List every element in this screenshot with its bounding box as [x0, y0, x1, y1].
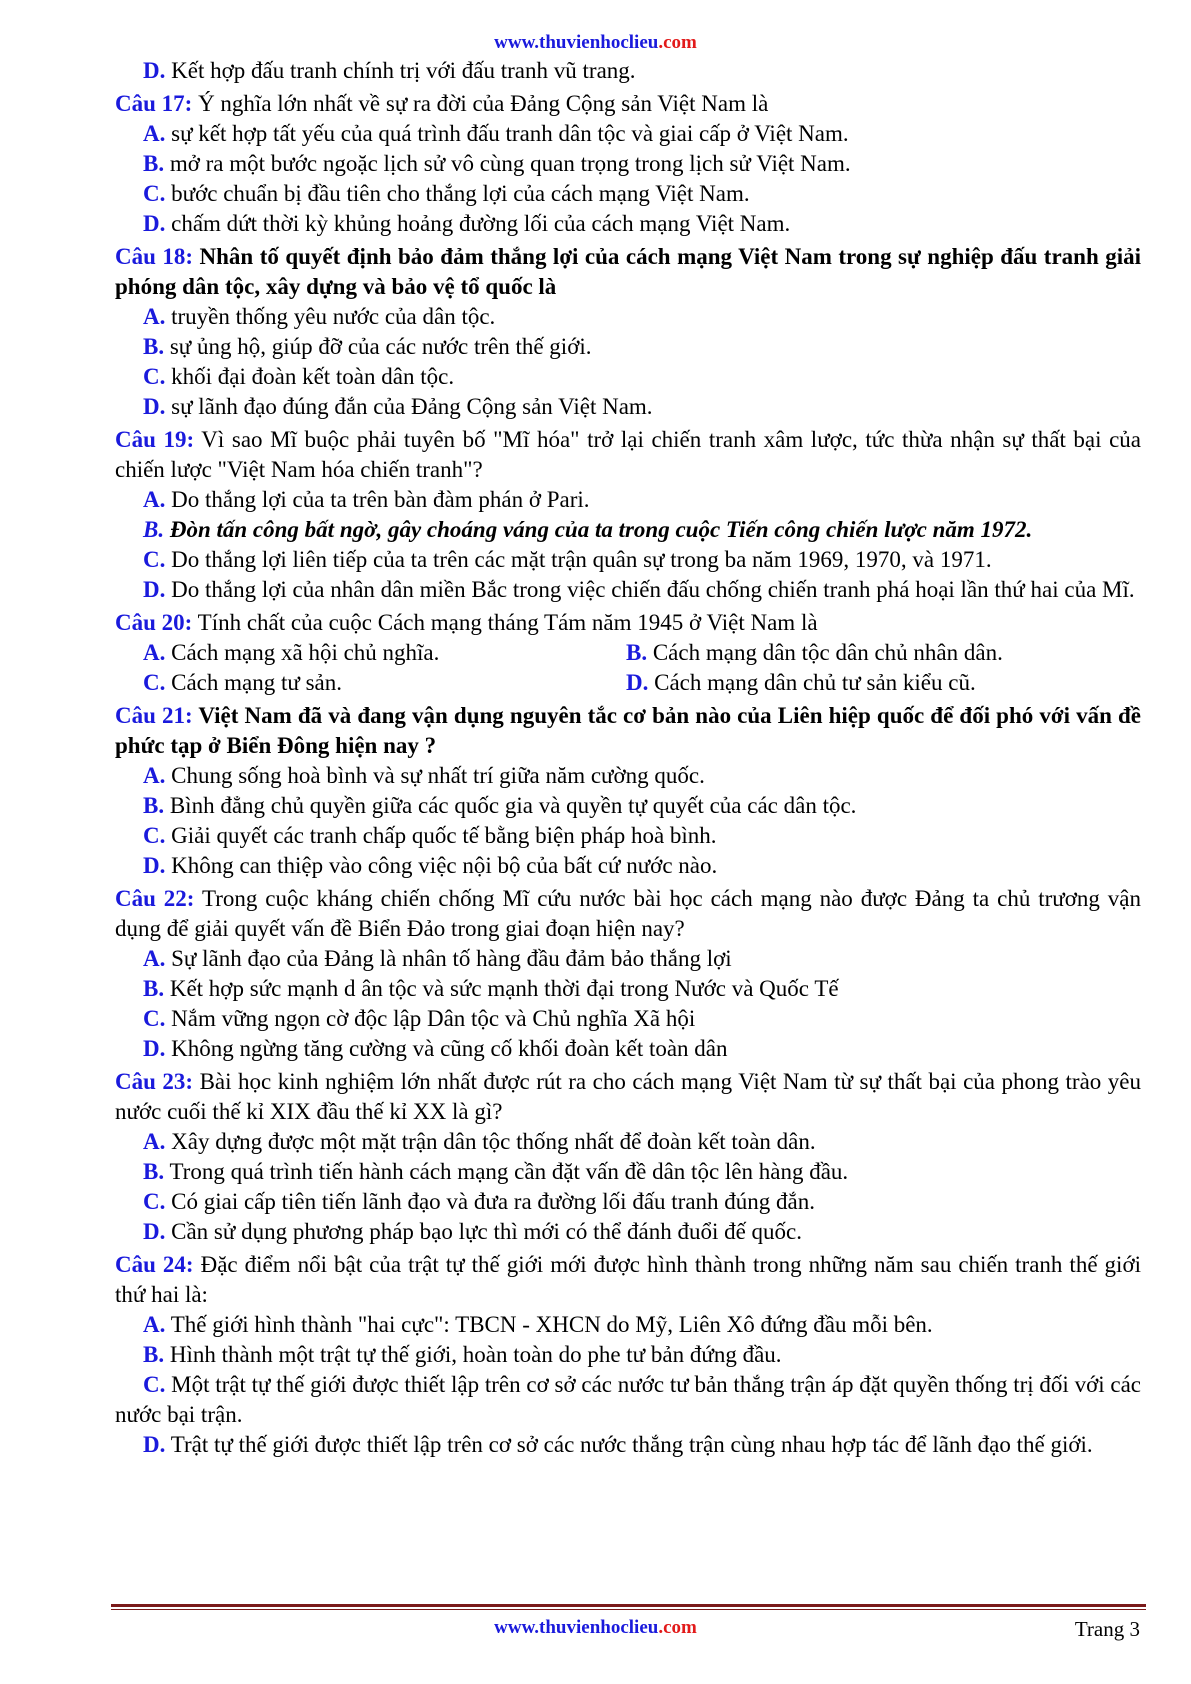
- question-24-option-c: [115, 1370, 1141, 1430]
- question-23-option-b: [115, 1157, 1141, 1187]
- page-number: Trang 3: [1074, 1617, 1140, 1641]
- option-text: Một trật tự thế giới được thiết lập trên cơ sở các nước tư bản thắng trận áp đặt quyền thống trị đối với các nước bại trận.: [115, 1372, 1142, 1427]
- question-18: [115, 242, 1141, 302]
- option-text: Do thắng lợi của ta trên bàn đàm phán ở Pari.: [171, 487, 590, 512]
- option-text: Cách mạng dân chủ tư sản kiểu cũ.: [654, 670, 976, 695]
- option-text: Hình thành một trật tự thế giới, hoàn toàn do phe tư bản đứng đầu.: [169, 1342, 782, 1367]
- option-text: Không can thiệp vào công việc nội bộ của bất cứ nước nào.: [171, 853, 718, 878]
- question-17: [115, 89, 1141, 119]
- option-text: Có giai cấp tiên tiến lãnh đạo và đưa ra đường lối đấu tranh đúng đắn.: [171, 1189, 815, 1214]
- question-list: [115, 56, 1141, 1460]
- question-label: Câu 18:: [115, 244, 194, 269]
- option-label: A.: [143, 1129, 166, 1154]
- question-18-option-a: [115, 302, 1141, 332]
- option-text: chấm dứt thời kỳ khủng hoảng đường lối của cách mạng Việt Nam.: [171, 211, 791, 236]
- question-text: Tính chất của cuộc Cách mạng tháng Tám năm 1945 ở Việt Nam là: [197, 610, 818, 635]
- question-21-option-c: [115, 821, 1141, 851]
- option-label: B.: [143, 151, 165, 176]
- option-label: A.: [143, 304, 166, 329]
- question-24-option-d: [115, 1430, 1141, 1460]
- option-label: A.: [143, 1312, 166, 1337]
- question-text: Trong cuộc kháng chiến chống Mĩ cứu nước bài học cách mạng nào được Đảng ta chủ trương vận dụng để giải quyết vấn đề Biển Đảo trong giai đoạn hiện nay?: [115, 886, 1142, 941]
- option-text: sự kết hợp tất yếu của quá trình đấu tranh dân tộc và giai cấp ở Việt Nam.: [171, 121, 849, 146]
- option-label: C.: [143, 1006, 166, 1031]
- question-text: Vì sao Mĩ buộc phải tuyên bố "Mĩ hóa" trở lại chiến tranh xâm lược, tức thừa nhận sự thất bại của chiến lược "Việt Nam hóa chiến tranh"?: [115, 427, 1141, 482]
- option-text: truyền thống yêu nước của dân tộc.: [171, 304, 496, 329]
- option-label: B.: [143, 1342, 165, 1367]
- option-text: Sự lãnh đạo của Đảng là nhân tố hàng đầu đảm bảo thắng lợi: [171, 946, 732, 971]
- question-19-option-a: [115, 485, 1141, 515]
- footer-site-link[interactable]: [0, 1617, 1191, 1639]
- option-text: Cần sử dụng phương pháp bạo lực thì mới có thể đánh đuổi đế quốc.: [171, 1219, 802, 1244]
- question-label: Câu 24:: [115, 1252, 194, 1277]
- question-20-option-d: [626, 668, 1109, 698]
- question-text: Bài học kinh nghiệm lớn nhất được rút ra cho cách mạng Việt Nam từ sự thất bại của phong trào yêu nước cuối thế kỉ XIX đầu thế kỉ XX là gì?: [115, 1069, 1141, 1124]
- question-24-option-b: [115, 1340, 1141, 1370]
- option-text: Kết hợp sức mạnh d ân tộc và sức mạnh thời đại trong Nước và Quốc Tế: [169, 976, 839, 1001]
- option-label: D.: [143, 394, 166, 419]
- option-label: D.: [143, 1036, 166, 1061]
- question-20-options-row-2: [115, 668, 1141, 698]
- question-22-option-b: [115, 974, 1141, 1004]
- option-text: Do thắng lợi của nhân dân miền Bắc trong việc chiến đấu chống chiến tranh phá hoại lần thứ hai của Mĩ.: [171, 577, 1135, 602]
- question-18-option-d: [115, 392, 1141, 422]
- question-text: Ý nghĩa lớn nhất về sự ra đời của Đảng Cộng sản Việt Nam là: [198, 91, 769, 116]
- question-20: [115, 608, 1141, 638]
- question-19-option-d: [115, 575, 1141, 605]
- question-23-option-d: [115, 1217, 1141, 1247]
- option-text: Do thắng lợi liên tiếp của ta trên các mặt trận quân sự trong ba năm 1969, 1970, và 1971.: [171, 547, 992, 572]
- question-23: [115, 1067, 1141, 1127]
- question-18-option-c: [115, 362, 1141, 392]
- option-text: khối đại đoàn kết toàn dân tộc.: [171, 364, 455, 389]
- header-site-link[interactable]: [0, 32, 1191, 54]
- option-label: D.: [143, 853, 166, 878]
- question-21-option-a: [115, 761, 1141, 791]
- option-text: Kết hợp đấu tranh chính trị với đấu tranh vũ trang.: [171, 58, 636, 83]
- option-label: A.: [143, 946, 166, 971]
- question-20-option-b: [626, 638, 1109, 668]
- option-text: Đòn tấn công bất ngờ, gây choáng váng của ta trong cuộc Tiến công chiến lược năm 1972.: [169, 517, 1033, 542]
- question-23-option-a: [115, 1127, 1141, 1157]
- footer-site-suffix: .com: [658, 1617, 697, 1638]
- option-label: C.: [143, 547, 166, 572]
- option-label: C.: [143, 670, 166, 695]
- option-label: A.: [143, 121, 166, 146]
- option-text: bước chuẩn bị đầu tiên cho thắng lợi của cách mạng Việt Nam.: [171, 181, 750, 206]
- question-22-option-c: [115, 1004, 1141, 1034]
- option-label: B.: [143, 334, 165, 359]
- option-text: Chung sống hoà bình và sự nhất trí giữa năm cường quốc.: [171, 763, 705, 788]
- option-text: Không ngừng tăng cường và cũng cố khối đoàn kết toàn dân: [171, 1036, 728, 1061]
- question-label: Câu 21:: [115, 703, 193, 728]
- option-text: Trong quá trình tiến hành cách mạng cần đặt vấn đề dân tộc lên hàng đầu.: [169, 1159, 849, 1184]
- option-text: Bình đẳng chủ quyền giữa các quốc gia và quyền tự quyết của các dân tộc.: [169, 793, 857, 818]
- option-text: Nắm vững ngọn cờ độc lập Dân tộc và Chủ nghĩa Xã hội: [171, 1006, 696, 1031]
- question-17-option-b: [115, 149, 1141, 179]
- option-label: B.: [626, 640, 648, 665]
- footer-site-prefix: www.thuvienhoclieu: [494, 1617, 659, 1638]
- option-label: C.: [143, 1372, 166, 1397]
- question-label: Câu 19:: [115, 427, 195, 452]
- question-21: [115, 701, 1141, 761]
- question-20-option-a: [143, 638, 626, 668]
- option-text: Trật tự thế giới được thiết lập trên cơ sở các nước thắng trận cùng nhau hợp tác để lãnh đạo thế giới.: [170, 1432, 1093, 1457]
- question-label: Câu 23:: [115, 1069, 194, 1094]
- question-label: Câu 22:: [115, 886, 195, 911]
- option-text: Xây dựng được một mặt trận dân tộc thống nhất để đoàn kết toàn dân.: [171, 1129, 816, 1154]
- question-18-option-b: [115, 332, 1141, 362]
- question-21-option-d: [115, 851, 1141, 881]
- question-label: Câu 20:: [115, 610, 193, 635]
- option-label: B.: [143, 793, 165, 818]
- option-label: D.: [143, 577, 166, 602]
- option-label: D.: [143, 1432, 166, 1457]
- question-text: Nhân tố quyết định bảo đảm thắng lợi của cách mạng Việt Nam trong sự nghiệp đấu tranh giải phóng dân tộc, xây dựng và bảo vệ tổ quốc là: [115, 244, 1142, 299]
- question-22: [115, 884, 1141, 944]
- question-19: [115, 425, 1141, 485]
- option-text: mở ra một bước ngoặc lịch sử vô cùng quan trọng trong lịch sử Việt Nam.: [169, 151, 851, 176]
- option-label: C.: [143, 1189, 166, 1214]
- question-24-option-a: [115, 1310, 1141, 1340]
- option-label: B.: [143, 976, 165, 1001]
- option-label: B.: [143, 517, 165, 542]
- option-label: D.: [143, 1219, 166, 1244]
- question-24: [115, 1250, 1141, 1310]
- option-label: D.: [143, 58, 166, 83]
- question-22-option-d: [115, 1034, 1141, 1064]
- option-label: A.: [143, 763, 166, 788]
- header-site-suffix: .com: [658, 32, 697, 53]
- option-label: C.: [143, 823, 166, 848]
- option-text: Cách mạng dân tộc dân chủ nhân dân.: [652, 640, 1003, 665]
- option-label: B.: [143, 1159, 165, 1184]
- question-text: Đặc điểm nổi bật của trật tự thế giới mới được hình thành trong những năm sau chiến tranh thế giới thứ hai là:: [115, 1252, 1141, 1307]
- question-text: Việt Nam đã và đang vận dụng nguyên tắc cơ bản nào của Liên hiệp quốc để đối phó với vấn đề phức tạp ở Biển Đông hiện nay ?: [115, 703, 1141, 758]
- option-label: A.: [143, 487, 166, 512]
- option-label: C.: [143, 181, 166, 206]
- question-21-option-b: [115, 791, 1141, 821]
- option-text: Giải quyết các tranh chấp quốc tế bằng biện pháp hoà bình.: [171, 823, 717, 848]
- option-label: D.: [143, 211, 166, 236]
- question-22-option-a: [115, 944, 1141, 974]
- question-label: Câu 17:: [115, 91, 193, 116]
- question-23-option-c: [115, 1187, 1141, 1217]
- footer-divider: [111, 1604, 1146, 1607]
- question-20-options-row-1: [115, 638, 1141, 668]
- question-17-option-d: [115, 209, 1141, 239]
- option-label: C.: [143, 364, 166, 389]
- option-label: A.: [143, 640, 166, 665]
- option-label: D.: [626, 670, 649, 695]
- option-text: Thế giới hình thành "hai cực": TBCN - XHCN do Mỹ, Liên Xô đứng đầu mỗi bên.: [170, 1312, 933, 1337]
- option-d-prev: [115, 56, 1141, 86]
- question-19-option-b-answer: [115, 515, 1141, 545]
- option-text: Cách mạng tư sản.: [171, 670, 342, 695]
- question-17-option-a: [115, 119, 1141, 149]
- question-17-option-c: [115, 179, 1141, 209]
- option-text: sự lãnh đạo đúng đắn của Đảng Cộng sản Việt Nam.: [171, 394, 653, 419]
- option-text: sự ủng hộ, giúp đỡ của các nước trên thế giới.: [169, 334, 592, 359]
- question-20-option-c: [143, 668, 626, 698]
- option-text: Cách mạng xã hội chủ nghĩa.: [171, 640, 440, 665]
- header-site-prefix: www.thuvienhoclieu: [494, 32, 659, 53]
- question-19-option-c: [115, 545, 1141, 575]
- footer-divider-thin: [111, 1609, 1146, 1610]
